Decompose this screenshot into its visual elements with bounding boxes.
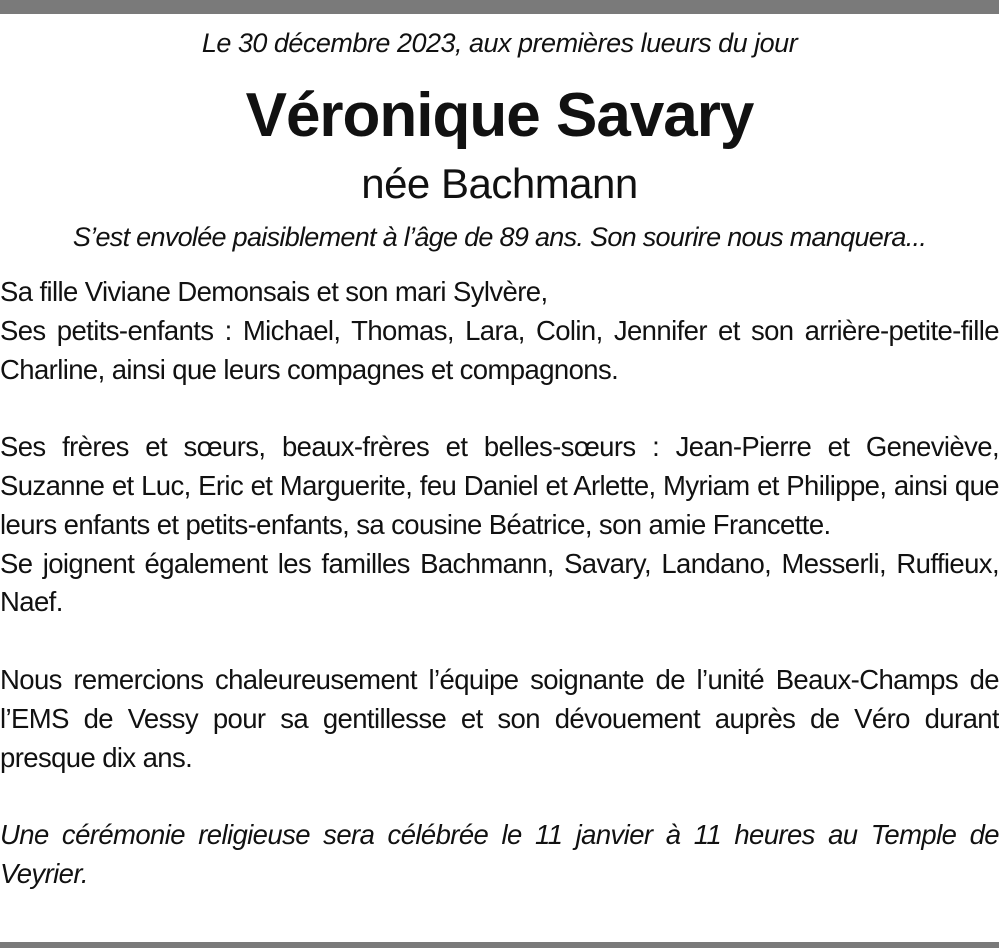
top-rule (0, 0, 999, 14)
maiden-name: née Bachmann (361, 160, 638, 207)
intro-line: Le 30 décembre 2023, aux premières lueurs du jour (201, 28, 798, 58)
ceremony-paragraph: Une cérémonie religieuse sera célébrée le 11 janvier à 11 heures au Temple de Veyrier. (0, 819, 999, 889)
family-line-daughter: Sa fille Viviane Demonsais et son mari Sylvère, (0, 276, 548, 307)
family-line-grandchildren: Ses petits-enfants : Michael, Thomas, Lara, Colin, Jennifer et son arrière-petite-fille Charline, ainsi que leurs compagnes et compagnons. (0, 314, 999, 385)
notice-body (0, 273, 999, 894)
siblings-paragraph: Ses frères et sœurs, beaux-frères et belles-sœurs : Jean-Pierre et Geneviève, Suzanne et Luc, Eric et Marguerite, feu Daniel et Arlette, Myriam et Philippe, ainsi que leurs enfants et petits-enfants, sa cousine Béatrice, son amie Francette. (0, 431, 999, 540)
bottom-rule (0, 942, 999, 948)
deceased-name: Véronique Savary (245, 81, 754, 150)
thanks-paragraph: Nous remercions chaleureusement l’équipe soignante de l’unité Beaux-Champs de l’EMS de Vessy pour sa gentillesse et son dévouement auprès de Véro durant presque dix ans. (0, 663, 999, 773)
families-paragraph: Se joignent également les familles Bachmann, Savary, Landano, Messerli, Ruffieux, Naef. (0, 547, 999, 618)
tagline: S’est envolée paisiblement à l’âge de 89 ans. Son sourire nous manquera... (72, 222, 927, 252)
